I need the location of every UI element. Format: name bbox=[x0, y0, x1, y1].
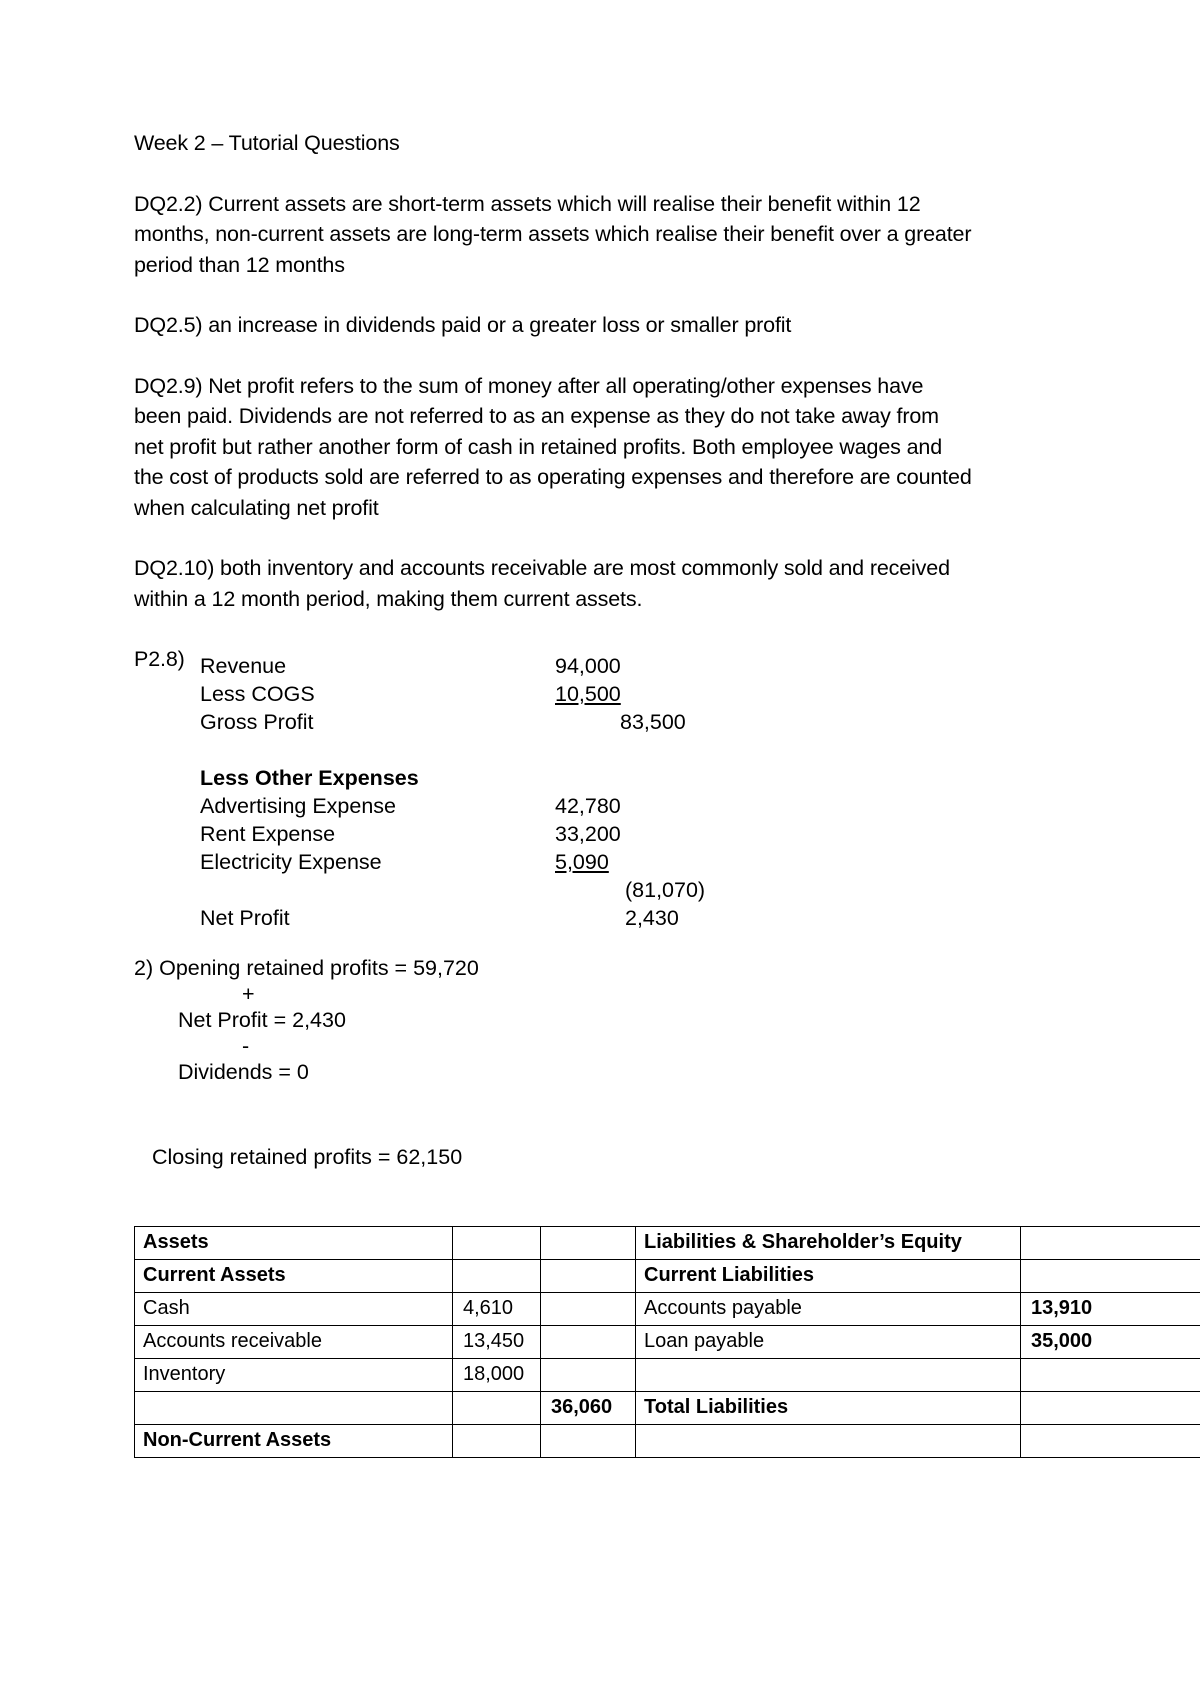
table-cell: Assets bbox=[135, 1227, 453, 1260]
table-cell: Non-Current Assets bbox=[135, 1425, 453, 1458]
page-title: Week 2 – Tutorial Questions bbox=[134, 131, 400, 155]
question-label-p2-8: P2.8) bbox=[134, 647, 185, 671]
answer-dq2-5: DQ2.5) an increase in dividends paid or a greater loss or smaller profit bbox=[134, 313, 792, 337]
statement-row-net-profit bbox=[200, 904, 960, 932]
table-cell bbox=[541, 1359, 636, 1392]
balance-sheet-table-wrapper bbox=[134, 1226, 1200, 1458]
table-cell bbox=[1021, 1260, 1200, 1293]
closing-retained-profits-line: Closing retained profits = 62,150 bbox=[152, 1145, 463, 1169]
statement-row-less-cogs bbox=[200, 680, 960, 708]
income-statement bbox=[200, 652, 960, 932]
table-cell bbox=[541, 1260, 636, 1293]
net-profit-line: Net Profit = 2,430 bbox=[178, 1008, 346, 1032]
table-cell bbox=[453, 1260, 541, 1293]
table-cell: Liabilities & Shareholder’s Equity bbox=[636, 1227, 1021, 1260]
statement-label: Electricity Expense bbox=[200, 850, 382, 874]
minus-operator: - bbox=[242, 1034, 250, 1058]
answer-dq2-2: DQ2.2) Current assets are short-term assets which will realise their benefit within 12 months, non-current assets are long-term assets which realise their benefit over a greater period than 12 months bbox=[134, 191, 972, 277]
table-cell: Total Liabilities bbox=[636, 1392, 1021, 1425]
statement-row-gross-profit bbox=[200, 708, 960, 736]
table-cell: Loan payable bbox=[636, 1326, 1021, 1359]
table-row bbox=[135, 1227, 1200, 1260]
table-cell: Accounts receivable bbox=[135, 1326, 453, 1359]
retained-profits-calculation bbox=[134, 955, 834, 1085]
statement-value: 42,780 bbox=[555, 794, 621, 818]
statement-label: Less Other Expenses bbox=[200, 766, 419, 790]
table-cell bbox=[1021, 1425, 1200, 1458]
table-cell bbox=[541, 1227, 636, 1260]
statement-label: Rent Expense bbox=[200, 822, 336, 846]
statement-row-rent-expense bbox=[200, 820, 960, 848]
plus-operator: + bbox=[242, 982, 255, 1006]
statement-row-total-other-expenses bbox=[200, 876, 960, 904]
answer-dq2-10: DQ2.10) both inventory and accounts receivable are most commonly sold and received within a 12 month period, making them current assets. bbox=[134, 556, 950, 611]
statement-value: 5,090 bbox=[555, 850, 609, 874]
table-cell bbox=[1021, 1392, 1200, 1425]
statement-value: 94,000 bbox=[555, 654, 621, 678]
statement-row-spacer bbox=[200, 736, 960, 764]
statement-label: Revenue bbox=[200, 654, 287, 678]
table-cell bbox=[453, 1392, 541, 1425]
table-row bbox=[135, 1392, 1200, 1425]
statement-row-less-other-expenses bbox=[200, 764, 960, 792]
table-cell bbox=[541, 1326, 636, 1359]
table-cell: Current Liabilities bbox=[636, 1260, 1021, 1293]
table-cell: 13,910 bbox=[1021, 1293, 1200, 1326]
table-cell bbox=[541, 1293, 636, 1326]
table-cell: 18,000 bbox=[453, 1359, 541, 1392]
table-cell bbox=[1021, 1359, 1200, 1392]
table-row bbox=[135, 1425, 1200, 1458]
statement-label: Net Profit bbox=[200, 906, 290, 930]
dividends-line: Dividends = 0 bbox=[178, 1060, 309, 1084]
table-row bbox=[135, 1260, 1200, 1293]
table-row bbox=[135, 1359, 1200, 1392]
table-row bbox=[135, 1326, 1200, 1359]
table-cell bbox=[135, 1392, 453, 1425]
table-cell: Accounts payable bbox=[636, 1293, 1021, 1326]
document-body bbox=[134, 128, 1134, 705]
table-cell bbox=[636, 1359, 1021, 1392]
table-cell: 35,000 bbox=[1021, 1326, 1200, 1359]
statement-label: Gross Profit bbox=[200, 710, 314, 734]
statement-label: Less COGS bbox=[200, 682, 315, 706]
statement-value: 10,500 bbox=[555, 682, 621, 706]
table-cell bbox=[636, 1425, 1021, 1458]
statement-row-electricity-expense bbox=[200, 848, 960, 876]
table-cell bbox=[453, 1227, 541, 1260]
table-cell: 36,060 bbox=[541, 1392, 636, 1425]
opening-retained-profits-line: 2) Opening retained profits = 59,720 bbox=[134, 956, 479, 980]
table-cell: Inventory bbox=[135, 1359, 453, 1392]
statement-label: Advertising Expense bbox=[200, 794, 396, 818]
table-cell: Cash bbox=[135, 1293, 453, 1326]
statement-value: 2,430 bbox=[625, 906, 679, 930]
table-cell: 4,610 bbox=[453, 1293, 541, 1326]
statement-value: (81,070) bbox=[625, 878, 706, 902]
balance-sheet-table bbox=[134, 1226, 1200, 1458]
statement-row-advertising-expense bbox=[200, 792, 960, 820]
table-row bbox=[135, 1293, 1200, 1326]
table-cell bbox=[1021, 1227, 1200, 1260]
statement-value: 83,500 bbox=[620, 710, 686, 734]
table-cell: 13,450 bbox=[453, 1326, 541, 1359]
statement-value: 33,200 bbox=[555, 822, 621, 846]
table-cell bbox=[541, 1425, 636, 1458]
table-cell: Current Assets bbox=[135, 1260, 453, 1293]
statement-row-revenue bbox=[200, 652, 960, 680]
table-cell bbox=[453, 1425, 541, 1458]
answer-dq2-9: DQ2.9) Net profit refers to the sum of money after all operating/other expenses have been paid. Dividends are not referred to as an expense as they do not take away from net profit but rather another form of cash in retained profits. Both employee wages and the cost of products sold are referred to as operating expenses and therefore are counted when calculating net profit bbox=[134, 373, 972, 520]
